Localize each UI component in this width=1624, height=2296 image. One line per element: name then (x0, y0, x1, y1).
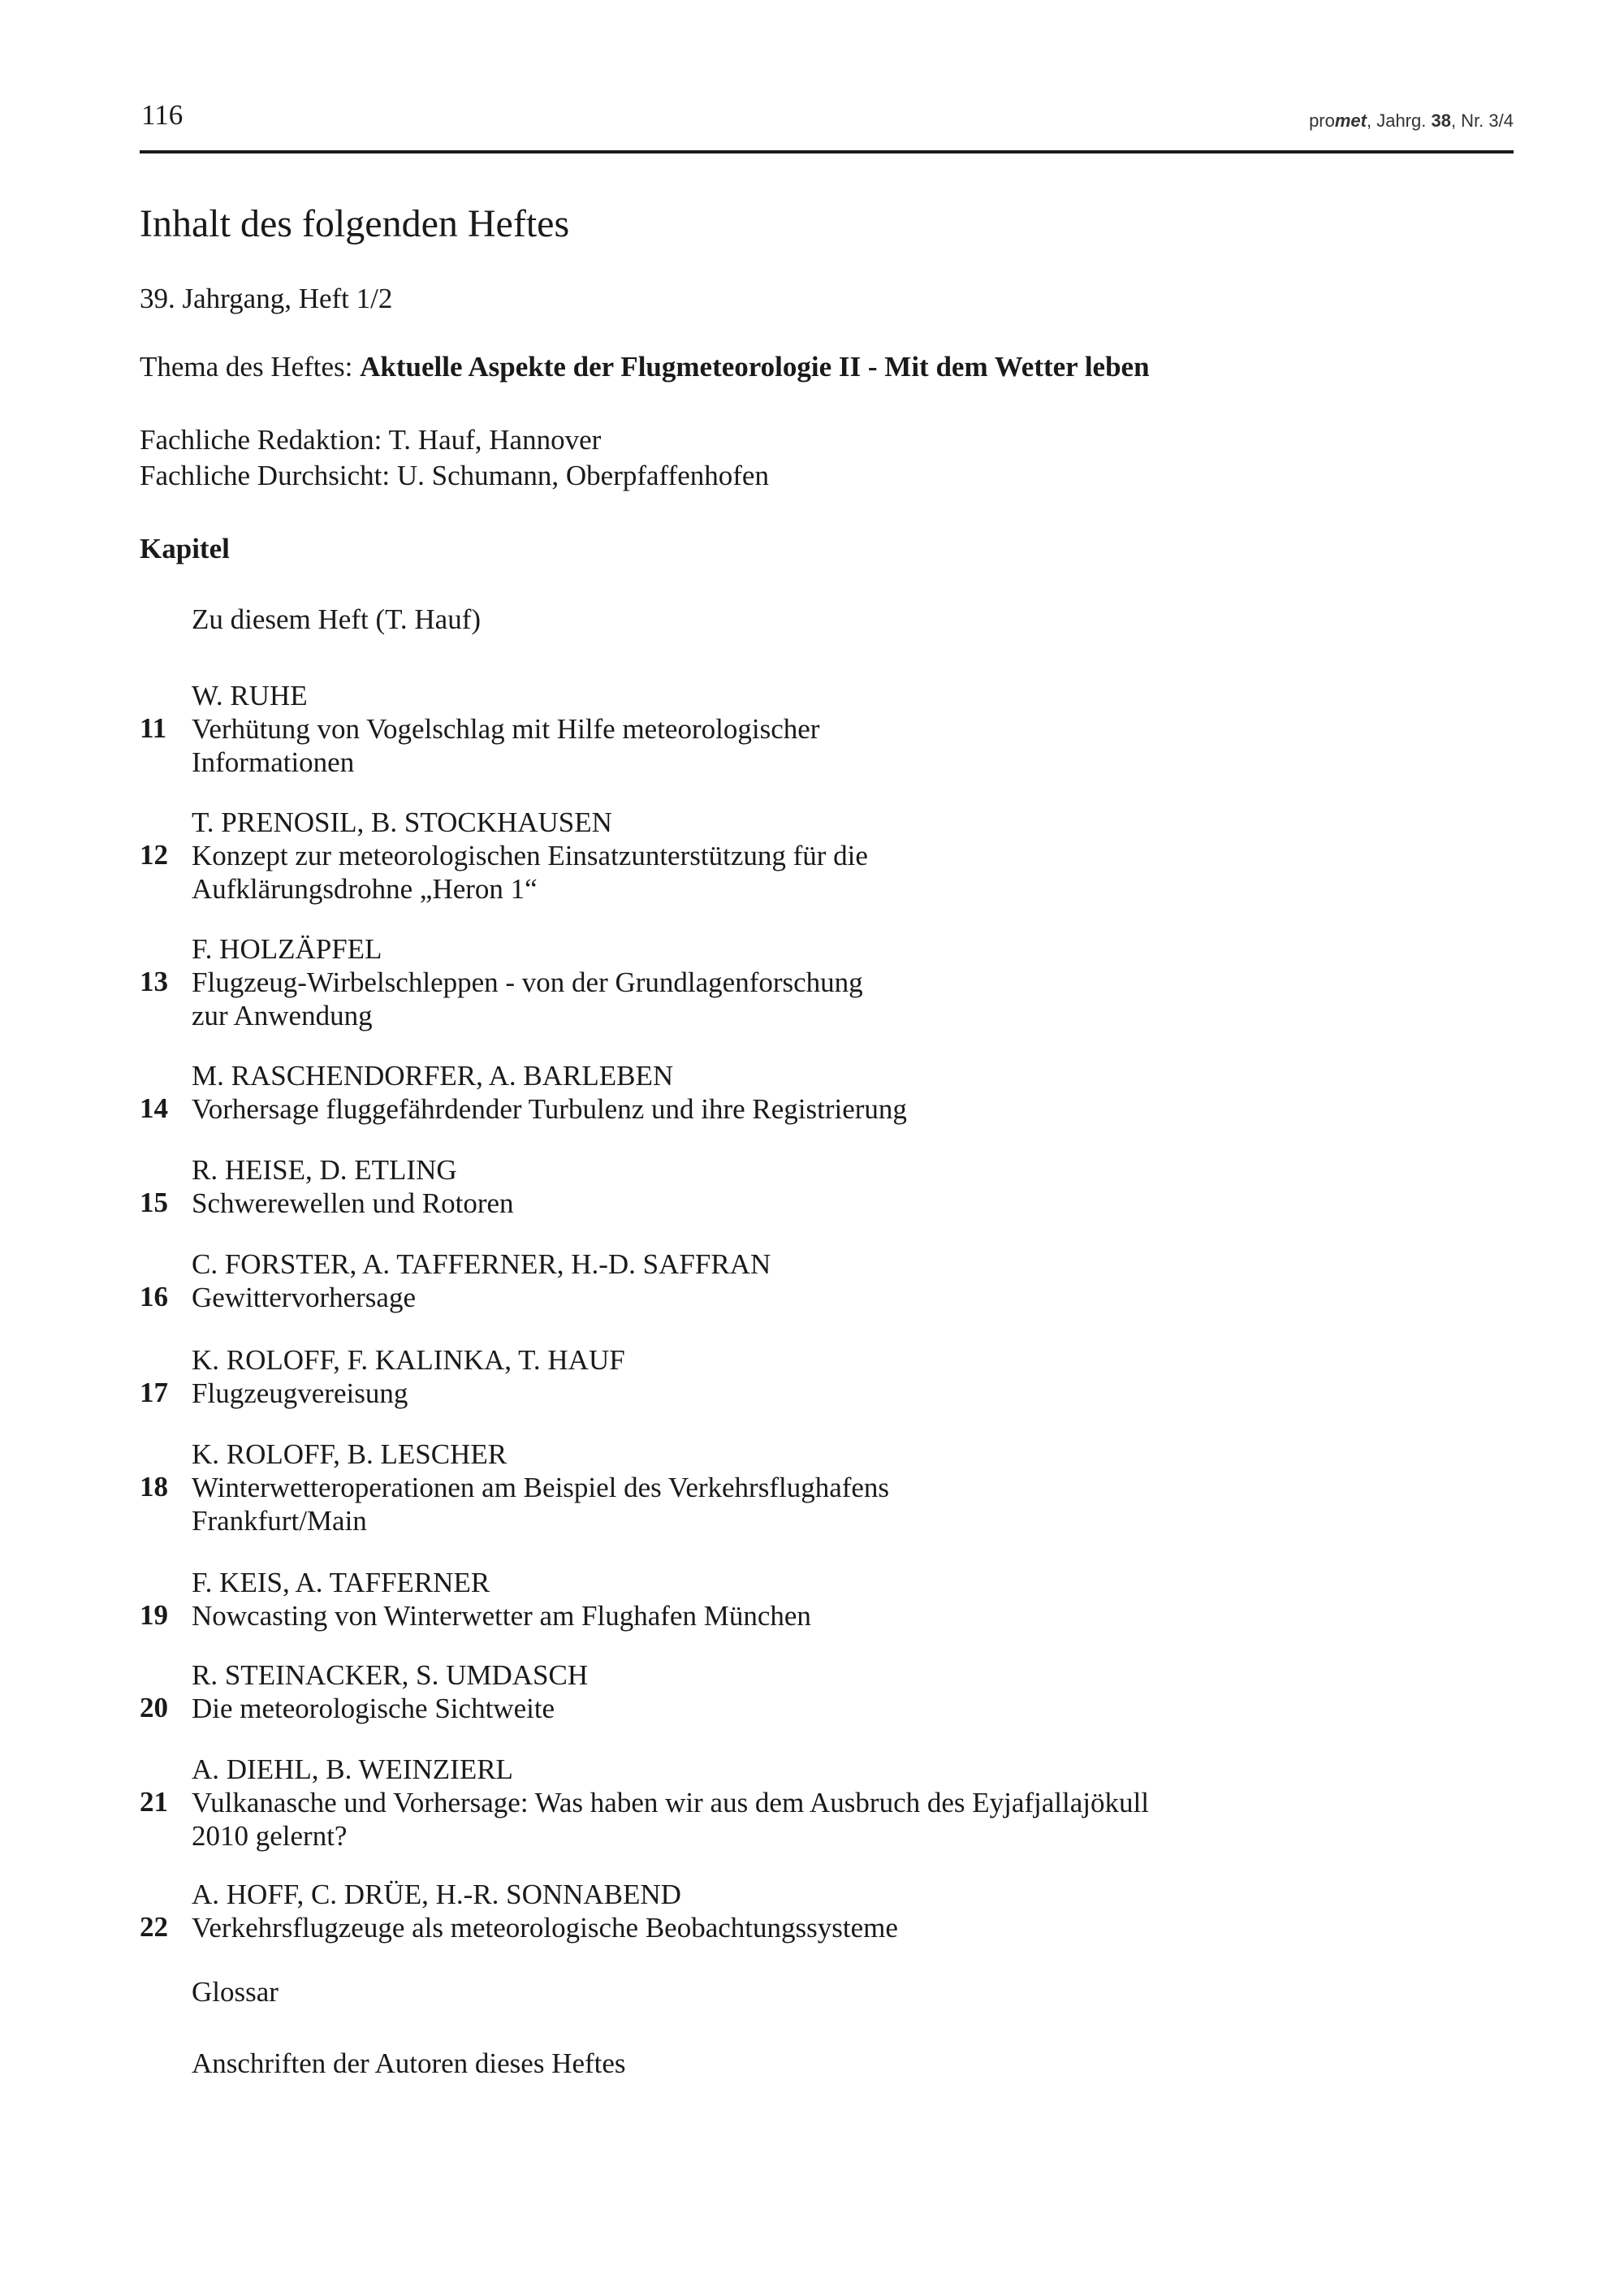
chapter-title-line: Aufklärungsdrohne „Heron 1“ (192, 873, 538, 905)
chapter-title-line: Informationen (192, 746, 355, 778)
chapter-title-line: Flugzeug-Wirbelschleppen - von der Grundlagenforschung (192, 966, 863, 998)
chapter-number: 12 (140, 839, 168, 871)
journal-prefix: pro (1309, 110, 1335, 131)
chapter-text (192, 1059, 907, 1126)
chapter-authors: R. HEISE, D. ETLING (192, 1154, 457, 1186)
chapter-text (192, 1753, 1149, 1853)
page-number: 116 (141, 99, 184, 131)
chapter-text (192, 603, 481, 636)
chapter-authors: C. FORSTER, A. TAFFERNER, H.-D. SAFFRAN (192, 1248, 771, 1280)
chapter-number: 22 (140, 1911, 168, 1943)
chapter-number: 16 (140, 1281, 168, 1312)
chapter-title-line: Vulkanasche und Vorhersage: Was haben wir aus dem Ausbruch des Eyjafjallajökull (192, 1787, 1149, 1818)
chapter-text (192, 1438, 889, 1537)
chapter-text (192, 1878, 898, 1944)
journal-reference (1309, 110, 1514, 132)
chapter-title-line: Verhütung von Vogelschlag mit Hilfe meteorologischer (192, 713, 820, 745)
theme-line (140, 351, 1150, 383)
chapter-text (192, 1247, 771, 1314)
chapter-number: 15 (140, 1187, 168, 1218)
chapter-authors: M. RASCHENDORFER, A. BARLEBEN (192, 1060, 674, 1092)
chapter-text (192, 1343, 625, 1410)
chapter-authors: A. HOFF, C. DRÜE, H.-R. SONNABEND (192, 1879, 681, 1910)
page-title: Inhalt des folgenden Heftes (140, 202, 570, 245)
chapter-text (192, 932, 863, 1032)
chapter-title-line: Verkehrsflugzeuge als meteorologische Beobachtungssysteme (192, 1912, 898, 1944)
chapter-title-line: Glossar (192, 1976, 279, 2008)
chapter-title-line: Anschriften der Autoren dieses Heftes (192, 2047, 626, 2079)
theme-value: Aktuelle Aspekte der Flugmeteorologie II - Mit dem Wetter leben (360, 351, 1150, 383)
journal-italic: met (1334, 110, 1367, 131)
chapter-number: 17 (140, 1377, 168, 1408)
chapter-title-line: zur Anwendung (192, 1000, 373, 1031)
chapter-title-line: Zu diesem Heft (T. Hauf) (192, 603, 482, 635)
chapter-number: 13 (140, 966, 168, 997)
chapter-title-line: Die meteorologische Sichtweite (192, 1693, 555, 1724)
chapter-number: 11 (140, 712, 167, 744)
header-rule (140, 150, 1514, 153)
chapter-text (192, 1566, 811, 1632)
chapter-title-line: Winterwetteroperationen am Beispiel des Verkehrsflughafens (192, 1472, 890, 1503)
chapter-text (192, 1658, 588, 1725)
chapter-number: 14 (140, 1092, 168, 1124)
journal-suffix: , Nr. 3/4 (1450, 110, 1514, 131)
theme-label: Thema des Heftes: (140, 351, 361, 383)
chapter-text (192, 2047, 626, 2080)
chapter-number: 18 (140, 1471, 168, 1503)
chapter-authors: R. STEINACKER, S. UMDASCH (192, 1659, 589, 1691)
chapter-authors: F. KEIS, A. TAFFERNER (192, 1567, 490, 1598)
chapter-title-line: Flugzeugvereisung (192, 1377, 408, 1409)
chapter-title-line: Frankfurt/Main (192, 1505, 367, 1537)
chapter-text (192, 1975, 279, 2008)
chapter-authors: W. RUHE (192, 680, 308, 711)
issue-line: 39. Jahrgang, Heft 1/2 (140, 283, 393, 314)
kapitel-heading: Kapitel (140, 533, 230, 564)
chapter-authors: F. HOLZÄPFEL (192, 933, 382, 965)
chapter-authors: T. PRENOSIL, B. STOCKHAUSEN (192, 806, 612, 838)
chapter-title-line: 2010 gelernt? (192, 1820, 348, 1852)
chapter-authors: K. ROLOFF, F. KALINKA, T. HAUF (192, 1344, 625, 1376)
chapter-authors: A. DIEHL, B. WEINZIERL (192, 1753, 513, 1785)
chapter-number: 21 (140, 1786, 168, 1818)
chapter-title-line: Konzept zur meteorologischen Einsatzunterstützung für die (192, 840, 868, 871)
chapter-title-line: Vorhersage fluggefährdender Turbulenz und ihre Registrierung (192, 1093, 907, 1125)
chapter-title-line: Schwerewellen und Rotoren (192, 1187, 514, 1219)
chapter-number: 20 (140, 1692, 168, 1723)
chapter-title-line: Nowcasting von Winterwetter am Flughafen München (192, 1600, 811, 1632)
chapter-title-line: Gewittervorhersage (192, 1282, 416, 1313)
editor-line: Fachliche Redaktion: T. Hauf, Hannover (140, 424, 602, 456)
chapter-authors: K. ROLOFF, B. LESCHER (192, 1438, 508, 1470)
chapter-number: 19 (140, 1599, 168, 1631)
chapter-text (192, 1153, 514, 1220)
chapter-text (192, 806, 868, 906)
chapter-text (192, 679, 819, 779)
reviewer-line: Fachliche Durchsicht: U. Schumann, Oberpfaffenhofen (140, 460, 769, 491)
page-header (140, 99, 1514, 151)
journal-volume: 38 (1431, 110, 1451, 131)
journal-middle: , Jahrg. (1366, 110, 1432, 131)
